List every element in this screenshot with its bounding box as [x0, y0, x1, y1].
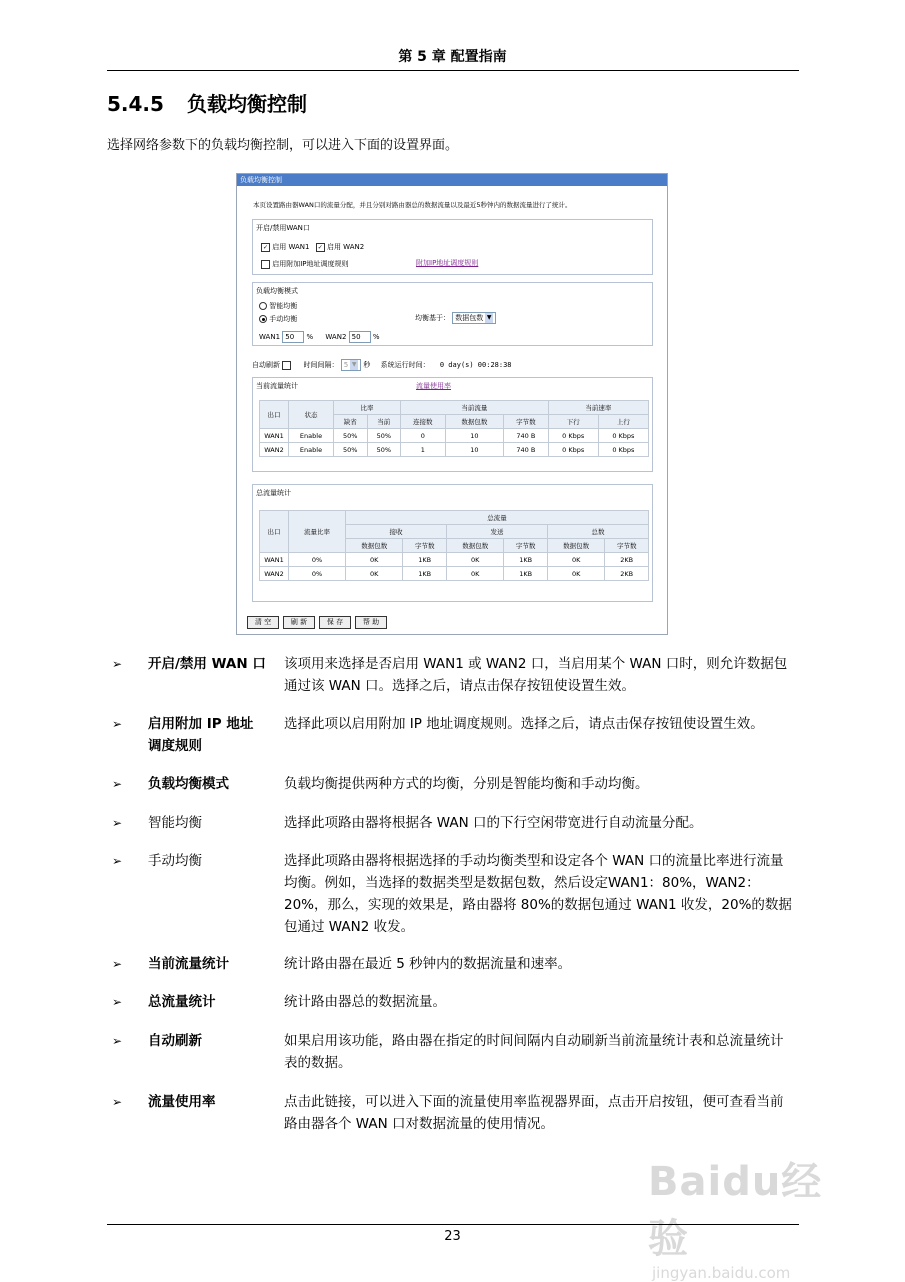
runtime-value: 0 day(s) 00:28:38: [439, 361, 512, 369]
wan-enable-legend: 开启/禁用WAN口: [256, 224, 310, 232]
cell: WAN2: [260, 567, 289, 581]
balance-by-label: 均衡基于：: [415, 314, 450, 322]
th-down: 下行: [548, 415, 598, 429]
chevron-down-icon: ▼: [351, 361, 357, 368]
refresh-button[interactable]: 刷 新: [283, 616, 315, 629]
arrow-bullet-icon: ➢: [112, 717, 123, 731]
interval-label: 时间间隔：: [303, 361, 339, 369]
th-bytes: 字节数: [504, 539, 548, 553]
page-number: 23: [444, 1229, 461, 1244]
th-ratio: 流量比率: [289, 511, 346, 553]
item-term: 自动刷新: [148, 1033, 202, 1049]
smart-balance-label: 智能均衡: [269, 302, 298, 310]
watermark-brand: Baidu经验: [648, 1159, 823, 1262]
section-title: [107, 88, 307, 117]
arrow-bullet-icon: ➢: [112, 1034, 123, 1048]
item-body: 负载均衡提供两种方式的均衡，分别是智能均衡和手动均衡。: [284, 776, 649, 792]
cell: 1KB: [403, 567, 447, 581]
current-stats-group: [252, 377, 653, 472]
list-item: [112, 713, 792, 757]
percent-label: %: [372, 333, 380, 341]
arrow-bullet-icon: ➢: [112, 816, 123, 830]
cell: Enable: [289, 429, 334, 443]
th-ratio-default: 缺省: [334, 415, 368, 429]
cell: 0 Kbps: [548, 429, 598, 443]
table-row: [260, 429, 649, 443]
watermark-url: jingyan.baidu.com: [652, 1264, 791, 1282]
cell: WAN2: [260, 443, 289, 457]
list-item: [112, 953, 792, 975]
th-bytes: 字节数: [605, 539, 649, 553]
cell: 10: [445, 443, 504, 457]
list-item: [112, 773, 792, 795]
arrow-bullet-icon: ➢: [112, 854, 123, 868]
balance-mode-legend: 负载均衡模式: [256, 287, 298, 295]
cell: 740 B: [504, 429, 548, 443]
cell: 0K: [446, 567, 503, 581]
arrow-bullet-icon: ➢: [112, 995, 123, 1009]
table-row: [260, 553, 649, 567]
percent-label: %: [306, 333, 314, 341]
th-packets: 数据包数: [446, 539, 503, 553]
item-term: 负载均衡模式: [148, 776, 229, 792]
th-packets: 数据包数: [445, 415, 504, 429]
cell: Enable: [289, 443, 334, 457]
cell: 50%: [367, 429, 401, 443]
cell: 0K: [446, 553, 503, 567]
total-stats-legend: 总流量统计: [256, 489, 291, 497]
wan1-ratio-input[interactable]: 50: [282, 331, 304, 343]
cell: 0: [401, 429, 445, 443]
th-total: 总流量: [346, 511, 649, 525]
item-body: 点击此链接，可以进入下面的流量使用率监视器界面，点击开启按钮，便可查看当前路由器各个 WAN 口对数据流量的使用情况。: [284, 1094, 784, 1132]
interval-unit: 秒: [363, 361, 371, 369]
auto-refresh-checkbox[interactable]: [282, 361, 291, 370]
chevron-down-icon: ▼: [486, 314, 492, 321]
cell: 2KB: [605, 567, 649, 581]
current-stats-table: [259, 400, 649, 457]
wan2-ratio-input[interactable]: 50: [349, 331, 371, 343]
cell: 1KB: [403, 553, 447, 567]
th-bytes: 字节数: [504, 415, 548, 429]
cell: 0 Kbps: [598, 443, 648, 457]
list-item: [112, 812, 792, 834]
ip-rule-checkbox[interactable]: [261, 260, 270, 269]
item-body: 统计路由器总的数据流量。: [284, 994, 446, 1010]
arrow-bullet-icon: ➢: [112, 777, 123, 791]
th-sum: 总数: [547, 525, 648, 539]
item-body: 统计路由器在最近 5 秒钟内的数据流量和速率。: [284, 956, 572, 972]
wan2-checkbox[interactable]: ✓: [317, 243, 323, 251]
ip-rule-checkbox-label: 启用附加IP地址调度规则: [272, 260, 349, 268]
cell: 0K: [547, 553, 604, 567]
cell: 0%: [289, 567, 346, 581]
item-term: 智能均衡: [148, 815, 202, 831]
item-body: 如果启用该功能，路由器在指定的时间间隔内自动刷新当前流量统计表和总流量统计表的数据。: [284, 1033, 784, 1071]
item-term: 总流量统计: [148, 994, 216, 1010]
manual-balance-radio[interactable]: [259, 315, 267, 323]
cell: WAN1: [260, 553, 289, 567]
cell: 1: [401, 443, 445, 457]
ip-rule-link[interactable]: 附加IP地址调度规则: [416, 259, 479, 267]
item-term: 当前流量统计: [148, 956, 229, 972]
cell: WAN1: [260, 429, 289, 443]
usage-rate-link[interactable]: 流量使用率: [416, 382, 451, 390]
list-item: [112, 653, 792, 697]
th-port: 出口: [260, 511, 289, 553]
list-item: [112, 850, 792, 938]
cell: 1KB: [504, 567, 548, 581]
cell: 1KB: [504, 553, 548, 567]
wan2-checkbox-label: 启用 WAN2: [326, 243, 365, 251]
arrow-bullet-icon: ➢: [112, 1095, 123, 1109]
router-window-title: 负载均衡控制: [237, 174, 667, 186]
cell: 10: [445, 429, 504, 443]
item-body: 选择此项路由器将根据各 WAN 口的下行空闲带宽进行自动流量分配。: [284, 815, 703, 831]
total-stats-table: [259, 510, 649, 581]
list-item: [112, 991, 792, 1013]
th-up: 上行: [598, 415, 648, 429]
chapter-header: 第 5 章 配置指南: [398, 49, 507, 65]
smart-balance-radio[interactable]: [259, 302, 267, 310]
footer-rule: [107, 1224, 799, 1225]
item-term: 手动均衡: [148, 853, 202, 869]
th-traffic: 当前流量: [401, 401, 549, 415]
arrow-bullet-icon: ➢: [112, 657, 123, 671]
cell: 50%: [334, 429, 368, 443]
auto-refresh-label: 自动刷新: [252, 361, 280, 369]
th-connections: 连接数: [401, 415, 445, 429]
help-button[interactable]: 帮 助: [355, 616, 387, 629]
item-body: 选择此项路由器将根据选择的手动均衡类型和设定各个 WAN 口的流量比率进行流量均衡。例如，当选择的数据类型是数据包数，然后设定WAN1：80%，WAN2：20%，那么，实现的效果是，路由器将 80%的数据包通过 WAN1 收发，20%的数据包通过 WAN2 收发。: [284, 853, 792, 935]
section-number: 5.4.5: [107, 92, 164, 116]
wan1-ratio-label: WAN1: [259, 333, 281, 341]
wan1-checkbox-label: 启用 WAN1: [272, 243, 310, 251]
cell: 0K: [346, 567, 403, 581]
th-port: 出口: [260, 401, 289, 429]
save-button[interactable]: 保 存: [319, 616, 351, 629]
interval-select[interactable]: 5 ▼: [341, 359, 361, 371]
th-ratio: 比率: [334, 401, 401, 415]
total-stats-group: [252, 484, 653, 602]
wan-enable-group: [252, 219, 653, 275]
th-status: 状态: [289, 401, 334, 429]
cell: 0 Kbps: [598, 429, 648, 443]
table-row: [260, 443, 649, 457]
clear-button[interactable]: 清 空: [247, 616, 279, 629]
item-term: 启用附加 IP 地址调度规则: [148, 716, 254, 754]
header-rule: [107, 70, 799, 71]
item-term: 开启/禁用 WAN 口: [148, 656, 266, 672]
wan2-ratio-label: WAN2: [325, 333, 347, 341]
wan1-checkbox[interactable]: ✓: [262, 243, 269, 251]
list-item: [112, 1091, 792, 1135]
balance-by-select[interactable]: 数据包数 ▼: [452, 312, 496, 324]
th-packets: 数据包数: [547, 539, 604, 553]
th-recv: 接收: [346, 525, 447, 539]
cell: 740 B: [504, 443, 548, 457]
section-title-text: 负载均衡控制: [187, 92, 307, 116]
th-bytes: 字节数: [403, 539, 447, 553]
cell: 0%: [289, 553, 346, 567]
intro-paragraph: 选择网络参数下的负载均衡控制，可以进入下面的设置界面。: [107, 138, 459, 153]
router-config-screenshot: [236, 173, 668, 635]
item-term: 流量使用率: [148, 1094, 216, 1110]
th-ratio-current: 当前: [367, 415, 401, 429]
list-item: [112, 1030, 792, 1074]
table-row: [260, 567, 649, 581]
item-body: 选择此项以启用附加 IP 地址调度规则。选择之后，请点击保存按钮使设置生效。: [284, 716, 764, 732]
manual-balance-label: 手动均衡: [269, 315, 298, 323]
current-stats-legend: 当前流量统计: [256, 382, 298, 390]
runtime-label: 系统运行时间：: [380, 361, 430, 369]
arrow-bullet-icon: ➢: [112, 957, 123, 971]
cell: 0 Kbps: [548, 443, 598, 457]
th-send: 发送: [446, 525, 547, 539]
th-packets: 数据包数: [346, 539, 403, 553]
th-rate: 当前速率: [548, 401, 648, 415]
router-description: 本页设置路由器WAN口的流量分配，并且分别对路由器总的数据流量以及最近5秒钟内的数据流量进行了统计。: [253, 201, 572, 209]
cell: 50%: [334, 443, 368, 457]
balance-mode-group: [252, 282, 653, 346]
cell: 50%: [367, 443, 401, 457]
cell: 0K: [346, 553, 403, 567]
cell: 2KB: [605, 553, 649, 567]
cell: 0K: [547, 567, 604, 581]
item-body: 该项用来选择是否启用 WAN1 或 WAN2 口，当启用某个 WAN 口时，则允许数据包通过该 WAN 口。选择之后，请点击保存按钮使设置生效。: [284, 656, 788, 694]
